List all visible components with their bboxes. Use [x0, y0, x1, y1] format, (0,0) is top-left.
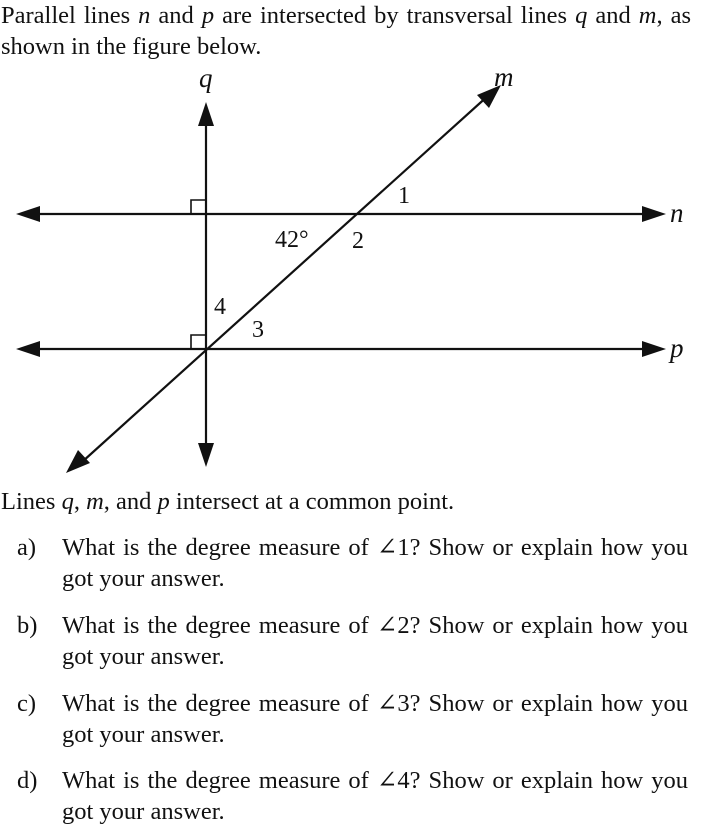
intro-text: Parallel lines — [1, 2, 139, 29]
intro-text: and — [587, 2, 639, 29]
right-angle-marker-n — [191, 200, 206, 214]
intro-text: , as shown in the figure below. — [1, 2, 692, 60]
label-q: q — [199, 63, 213, 93]
var-p: p — [201, 2, 215, 29]
label-n: n — [670, 198, 684, 228]
label-m: m — [494, 62, 514, 92]
arrow-m-down — [66, 450, 90, 473]
var-m: m — [638, 2, 657, 29]
arrow-n-left — [16, 206, 40, 222]
question-text: What is the degree measure of ∠4? Show or explain how you got your answer. — [62, 767, 688, 825]
statement-text: intersect at a common point. — [169, 488, 455, 515]
arrow-p-left — [16, 341, 40, 357]
var-q: q — [61, 488, 74, 515]
var-p: p — [157, 488, 170, 515]
intro-text: are intersected by transversal lines — [214, 2, 576, 29]
question-letter: d) — [17, 767, 38, 794]
statement-text: Lines — [1, 488, 62, 515]
label-angle-3: 3 — [252, 317, 264, 343]
statement-text: , — [73, 488, 87, 515]
label-p: p — [670, 333, 684, 363]
intro-text: and — [150, 2, 202, 29]
label-angle-4: 4 — [214, 294, 226, 320]
statement-text: , and — [103, 488, 158, 515]
label-angle-1: 1 — [398, 183, 410, 209]
question-text: What is the degree measure of ∠2? Show or explain how you got your answer. — [62, 612, 688, 670]
question-letter: a) — [17, 534, 37, 561]
right-angle-marker-p — [191, 335, 206, 349]
question-text: What is the degree measure of ∠1? Show or explain how you got your answer. — [62, 534, 688, 592]
arrow-q-down — [198, 443, 214, 467]
question-text: What is the degree measure of ∠3? Show or explain how you got your answer. — [62, 690, 688, 748]
intersection-statement — [1, 486, 454, 517]
label-angle-2: 2 — [352, 228, 364, 254]
arrow-p-right — [642, 341, 666, 357]
line-m — [82, 94, 490, 462]
var-n: n — [138, 2, 151, 29]
arrow-n-right — [642, 206, 666, 222]
question-letter: c) — [17, 690, 37, 717]
arrow-q-up — [198, 102, 214, 126]
question-letter: b) — [17, 612, 38, 639]
label-angle-42: 42° — [275, 227, 309, 253]
var-m: m — [86, 488, 104, 515]
var-q: q — [575, 2, 588, 29]
